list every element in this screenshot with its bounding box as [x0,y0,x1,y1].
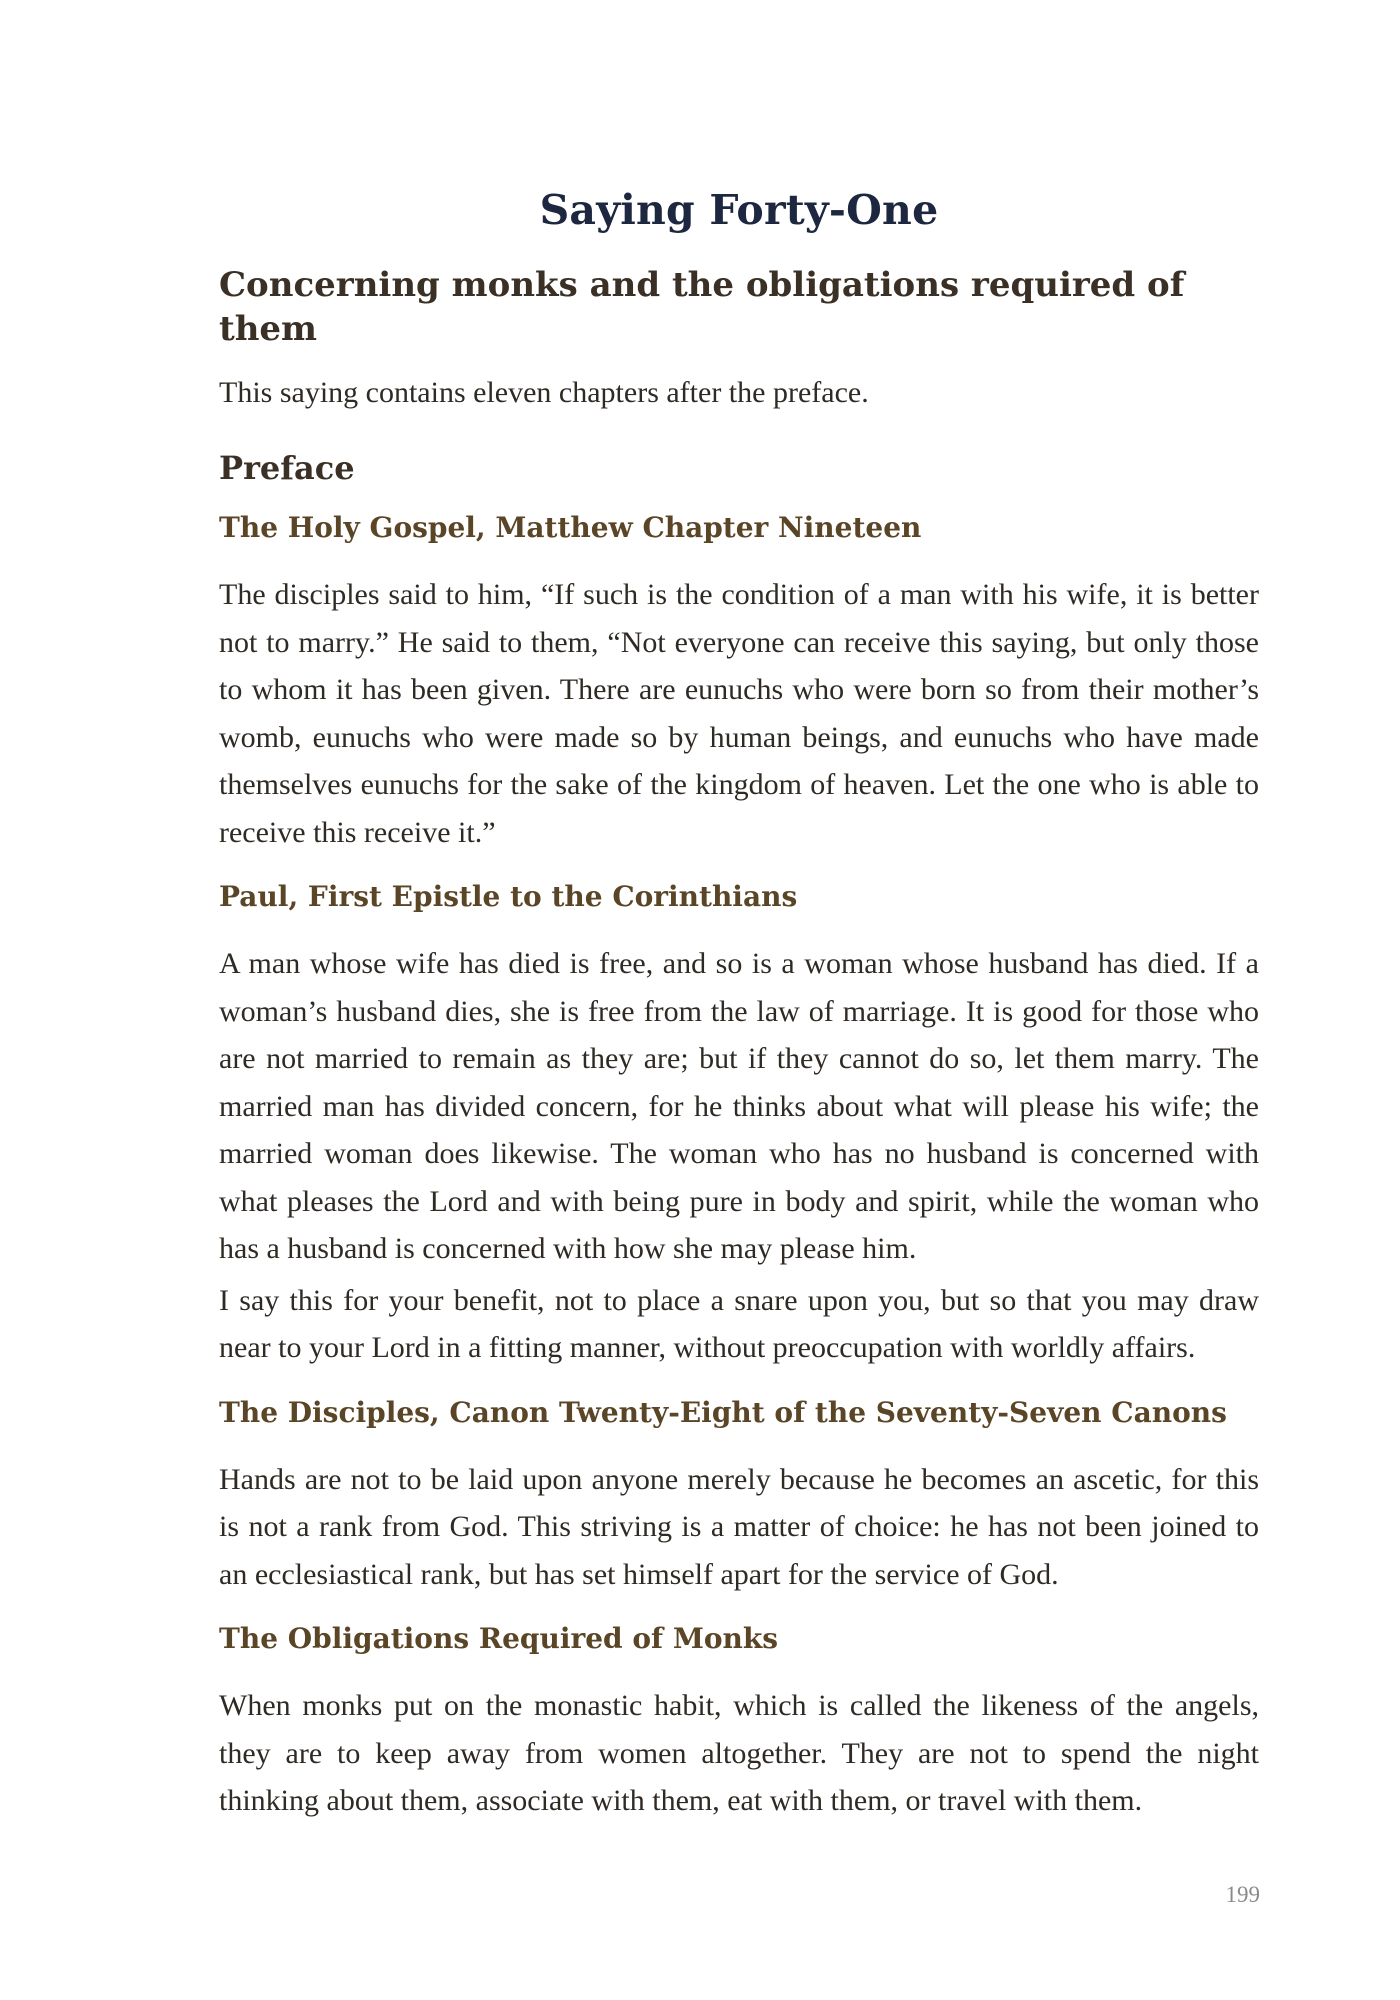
paragraph-corinthians-2: I say this for your benefit, not to place a snare upon you, but so that you may draw near to your Lord in a fitting manner, without preoccupation with worldly affairs. [219,1283,1259,1364]
intro-text: This saying contains eleven chapters after the preface. [219,376,869,409]
section-heading-matthew: The Holy Gospel, Matthew Chapter Nineteen [219,511,922,544]
preface-heading: Preface [219,449,355,487]
chapter-subtitle: Concerning monks and the obligations required of them [219,265,1185,349]
section-heading-canon: The Disciples, Canon Twenty-Eight of the Seventy-Seven Canons [219,1395,1227,1429]
paragraph-obligations: When monks put on the monastic habit, which is called the likeness of the angels, they are to keep away from women altogether. They are not to spend the night thinking about them, associate with them, eat with them, or travel with them. [219,1689,1259,1817]
section-heading-obligations: The Obligations Required of Monks [219,1622,779,1655]
paragraph-matthew: The disciples said to him, “If such is the condition of a man with his wife, it is better not to marry.” He said to them, “Not everyone can receive this saying, but only those to whom it has been given. There are eunuchs who were born so from their mother’s womb, eunuchs who were made so by human beings, and eunuchs who have made themselves eunuchs for the sake of the kingdom of heaven. Let the one who is able to receive this receive it.” [219,578,1259,849]
section-heading-corinthians: Paul, First Epistle to the Corinthians [219,880,798,913]
paragraph-canon: Hands are not to be laid upon anyone merely because he becomes an ascetic, for this is not a rank from God. This striving is a matter of choice: he has not been joined to an ecclesiastical rank, but has set himself apart for the service of God. [219,1462,1259,1591]
paragraph-corinthians-1: A man whose wife has died is free, and so is a woman whose husband has died. If a woman’s husband dies, she is free from the law of marriage. It is good for those who are not married to remain as they are; but if they cannot do so, let them marry. The married man has divided concern, for he thinks about what will please his wife; the married woman does likewise. The woman who has no husband is concerned with what pleases the Lord and with being pure in body and spirit, while the woman who has a husband is concerned with how she may please him. [219,947,1259,1265]
page-number: 199 [1225,1882,1260,1907]
document-page [219,185,1259,1847]
chapter-title: Saying Forty-One [539,186,939,234]
